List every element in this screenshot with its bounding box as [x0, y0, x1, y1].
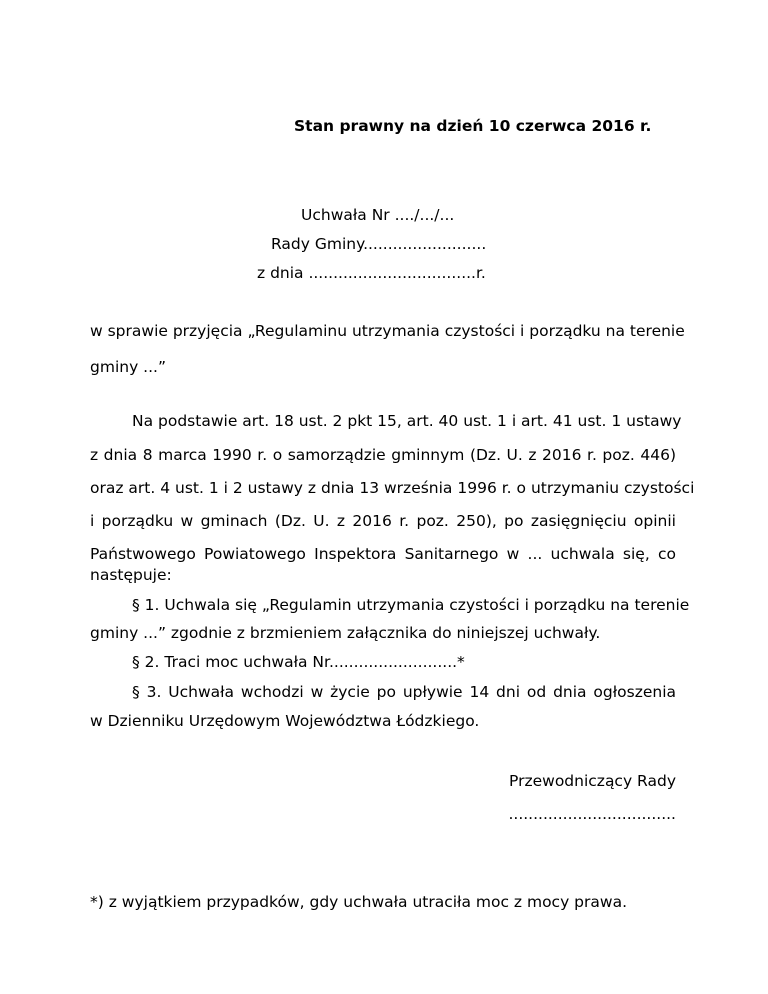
section-1-line-1: § 1. Uchwala się „Regulamin utrzymania czystości i porządku na terenie [132, 596, 690, 614]
signature-line: .................................. [508, 805, 676, 823]
preamble-line-4: i porządku w gminach (Dz. U. z 2016 r. poz. 250), po zasięgnięciu opinii [90, 512, 676, 530]
preamble-line-6: następuje: [90, 566, 172, 584]
section-2: § 2. Traci moc uchwała Nr..........................* [132, 653, 465, 671]
resolution-date: z dnia ..................................r. [257, 264, 486, 282]
footnote: *) z wyjątkiem przypadków, gdy uchwała utraciła moc z mocy prawa. [90, 893, 627, 911]
signature-role: Przewodniczący Rady [509, 772, 676, 790]
section-1-line-2: gminy ...” zgodnie z brzmieniem załącznika do niniejszej uchwały. [90, 624, 601, 642]
preamble-line-1: Na podstawie art. 18 ust. 2 pkt 15, art. 40 ust. 1 i art. 41 ust. 1 ustawy [132, 412, 682, 430]
section-3-line-2: w Dzienniku Urzędowym Województwa Łódzkiego. [90, 712, 480, 730]
council-name: Rady Gminy......................... [271, 235, 487, 253]
subject-line-1: w sprawie przyjęcia „Regulaminu utrzymania czystości i porządku na terenie [90, 322, 685, 340]
preamble-line-3: oraz art. 4 ust. 1 i 2 ustawy z dnia 13 września 1996 r. o utrzymaniu czystości [90, 479, 695, 497]
preamble-line-2: z dnia 8 marca 1990 r. o samorządzie gminnym (Dz. U. z 2016 r. poz. 446) [90, 446, 676, 464]
preamble-line-5: Państwowego Powiatowego Inspektora Sanitarnego w ... uchwala się, co [90, 545, 676, 563]
resolution-number: Uchwała Nr ..../.../... [301, 206, 455, 224]
legal-status-date: Stan prawny na dzień 10 czerwca 2016 r. [294, 117, 652, 135]
subject-line-2: gminy ...” [90, 358, 166, 376]
section-3-line-1: § 3. Uchwała wchodzi w życie po upływie 14 dni od dnia ogłoszenia [132, 683, 676, 701]
